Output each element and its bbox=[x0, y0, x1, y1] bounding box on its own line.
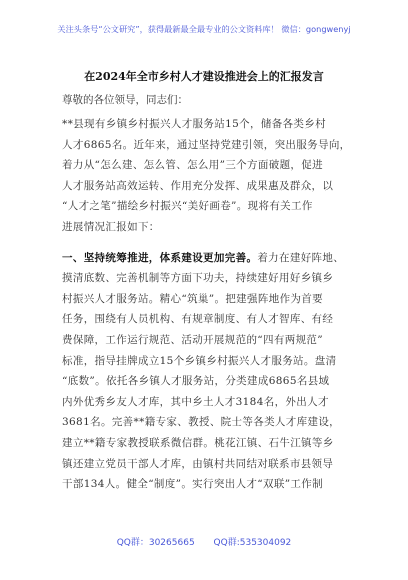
body-line: **县现有乡镇乡村振兴人才服务站15个，储备各类乡村 bbox=[62, 118, 326, 130]
body-line: 标准，指导挂牌成立15个乡镇乡村振兴人才服务站。盘清 bbox=[62, 354, 337, 367]
document-body bbox=[62, 114, 362, 495]
body-line: 村振兴人才服务站。精心“筑巢”。把建强阵地作为首要 bbox=[62, 292, 323, 305]
footer-qq-group-2: QQ群:535304092 bbox=[213, 538, 292, 548]
body-line: 进展情况汇报如下： bbox=[62, 220, 160, 233]
body-line: 费保障，工作运行规范、活动开展规范的“四有两规范” bbox=[62, 333, 323, 346]
document-title: 在2024年全市乡村人才建设推进会上的汇报发言 bbox=[84, 70, 324, 83]
body-line: 摸清底数、完善机制等方面下功夫，持续建好用好乡镇乡 bbox=[62, 272, 334, 285]
body-line: 着力从“怎么建、怎么管、怎么用”三个方面破题，促进 bbox=[62, 159, 323, 172]
footer bbox=[0, 535, 408, 548]
body-line: 任务，围绕有人员机构、有规章制度、有人才智库、有经 bbox=[62, 313, 334, 326]
body-line: 人才6865名。近年来，通过坚持党建引领，突出服务导向， bbox=[62, 138, 351, 151]
body-line: 镇还建立党员干部人才库，由镇村共同结对联系市县领导 bbox=[62, 457, 334, 470]
footer-qq-group-1: QQ群：30265665 bbox=[116, 538, 195, 548]
body-line: 人才服务站高效运转、作用充分发挥、成果惠及群众，以 bbox=[62, 179, 334, 192]
header-banner: 关注头条号“公文研究”，获得最新最全最专业的公文资料库！ 微信：gongwenyj bbox=[57, 24, 351, 34]
section-heading bbox=[62, 248, 362, 269]
salutation: 尊敬的各位领导，同志们： bbox=[62, 94, 188, 106]
body-line: “底数”。依托各乡镇人才服务站，分类建成6865名县域 bbox=[62, 375, 330, 388]
body-line: 内外优秀乡友人才库，其中乡土人才3184名，外出人才 bbox=[62, 395, 329, 408]
body-line: “人才之笔”描绘乡村振兴“美好画卷”。现将有关工作 bbox=[62, 200, 313, 213]
body-line: 建立**籍专家教授联系微信群。桃花江镇、石牛江镇等乡 bbox=[62, 436, 334, 449]
body-line: 3681名。完善**籍专家、教授、院士等各类人才库建设， bbox=[62, 416, 341, 429]
section-heading-continuation: 着力在建好阵地、 bbox=[257, 251, 345, 264]
section-heading-bold: 一、坚持统筹推进，体系建设更加完善。 bbox=[62, 251, 258, 264]
body-line: 干部134人。健全“制度”。实行突出人才“双联”工作制 bbox=[62, 478, 323, 491]
